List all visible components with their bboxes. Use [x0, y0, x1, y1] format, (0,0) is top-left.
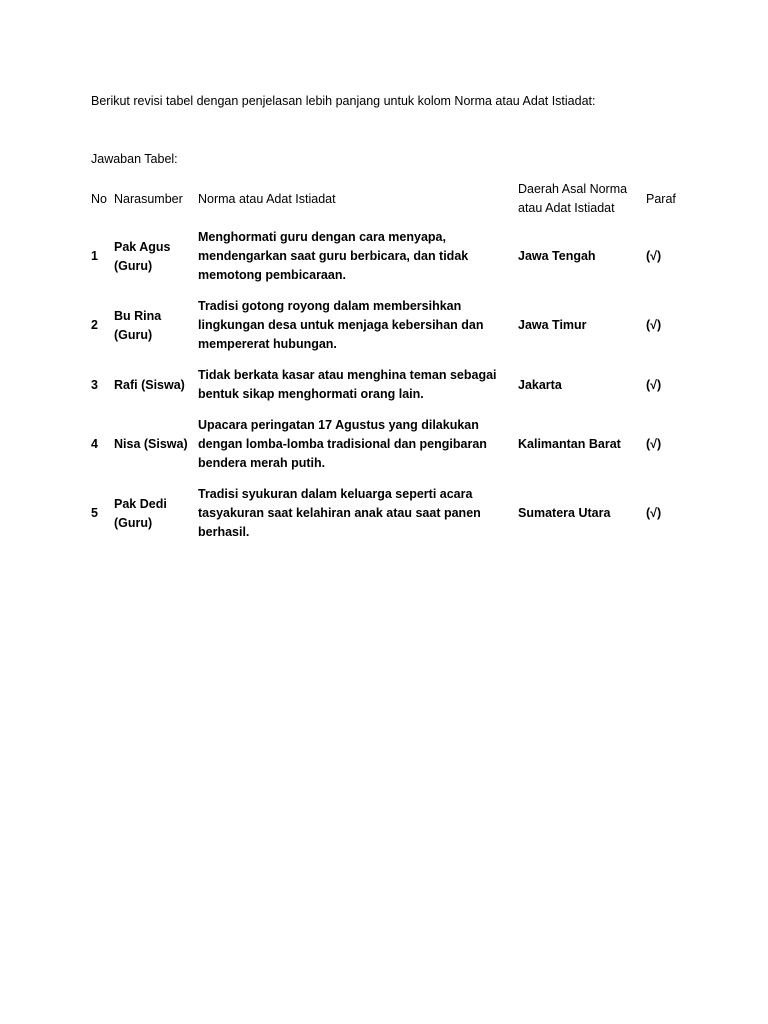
cell-daerah: Sumatera Utara: [518, 506, 611, 520]
cell-no: 4: [91, 437, 98, 451]
cell-norma: Tradisi gotong royong dalam membersihkan lingkungan desa untuk menjaga kebersihan dan mempererat hubungan.: [198, 299, 484, 351]
cell-narasumber: Pak Dedi (Guru): [114, 496, 167, 530]
cell-narasumber: Bu Rina (Guru): [114, 308, 162, 342]
cell-no: 2: [91, 318, 98, 332]
table-row: [88, 291, 689, 360]
intro-paragraph: Berikut revisi tabel dengan penjelasan lebih panjang untuk kolom Norma atau Adat Istiadat:: [91, 94, 596, 108]
cell-daerah: Jawa Tengah: [518, 249, 596, 263]
header-no: No: [91, 191, 107, 206]
header-daerah: Daerah Asal Norma atau Adat Istiadat: [518, 182, 628, 215]
cell-paraf: (√): [646, 318, 662, 332]
cell-norma: Tidak berkata kasar atau menghina teman sebagai bentuk sikap menghormati orang lain.: [198, 368, 497, 401]
cell-daerah: Jakarta: [518, 377, 562, 392]
cell-daerah: Jawa Timur: [518, 318, 587, 332]
cell-narasumber: Pak Agus (Guru): [114, 239, 171, 273]
cell-paraf: (√): [646, 437, 662, 451]
cell-paraf: (√): [646, 377, 662, 392]
table-row: [88, 479, 689, 548]
cell-no: 1: [91, 249, 98, 263]
table-row: [88, 360, 689, 410]
cell-daerah: Kalimantan Barat: [518, 437, 621, 451]
header-narasumber: Narasumber: [114, 191, 183, 206]
header-norma: Norma atau Adat Istiadat: [198, 191, 336, 206]
table-row: [88, 410, 689, 479]
cell-narasumber: Rafi (Siswa): [114, 377, 185, 392]
header-paraf: Paraf: [646, 191, 676, 206]
table-caption: Jawaban Tabel:: [91, 152, 178, 166]
cell-no: 3: [91, 377, 98, 392]
table-header-row: [88, 176, 689, 222]
cell-norma: Upacara peringatan 17 Agustus yang dilakukan dengan lomba-lomba tradisional dan pengibaran bendera merah putih.: [198, 418, 487, 470]
cell-paraf: (√): [646, 506, 662, 520]
table-row: [88, 222, 689, 291]
cell-norma: Tradisi syukuran dalam keluarga seperti acara tasyakuran saat kelahiran anak atau saat panen berhasil.: [198, 487, 481, 539]
cell-norma: Menghormati guru dengan cara menyapa, mendengarkan saat guru berbicara, dan tidak memotong pembicaraan.: [198, 230, 469, 282]
cell-no: 5: [91, 506, 98, 520]
answer-table: [88, 176, 689, 548]
cell-paraf: (√): [646, 249, 662, 263]
cell-narasumber: Nisa (Siswa): [114, 437, 188, 451]
